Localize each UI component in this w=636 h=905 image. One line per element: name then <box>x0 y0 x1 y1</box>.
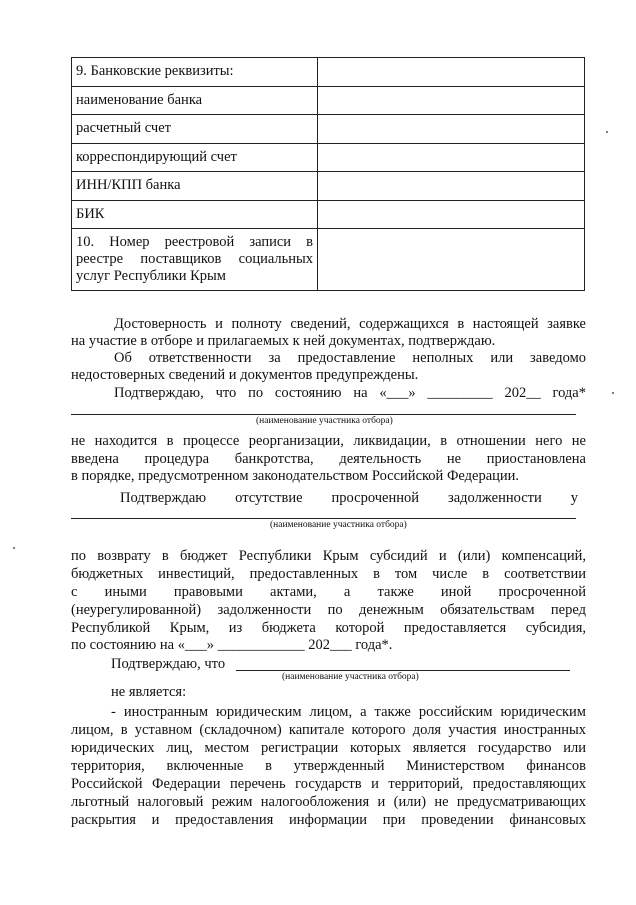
paragraph-line: не находится в процессе реорганизации, ликвидации, в отношении него не <box>71 433 586 449</box>
row-value <box>318 115 585 144</box>
paragraph-line: территория, включенные в утвержденный Министерством финансов <box>71 758 586 774</box>
table-row <box>72 172 585 201</box>
row-value <box>318 172 585 201</box>
paragraph-line: Российской Федерации перечень государств и территорий, предоставляющих <box>71 776 586 792</box>
field-caption: (наименование участника отбора) <box>270 520 407 530</box>
registry-record-label <box>72 229 318 291</box>
underline <box>71 414 576 415</box>
row-label: ИНН/КПП банка <box>72 172 318 201</box>
table-row <box>72 229 585 291</box>
paragraph-line: введена процедура банкротства, деятельность не приостановлена <box>71 451 586 467</box>
paragraph-line: льготный налоговый режим налогообложения и (или) не предусматривающих <box>71 794 586 810</box>
paragraph-line: бюджетных инвестиций, предоставленных в том числе в соответствии <box>71 566 586 582</box>
confirm-lead-line: Подтверждаю отсутствие просроченной задолженности у <box>120 490 578 506</box>
registry-label-line: услуг Республики Крым <box>76 268 226 284</box>
row-value <box>318 58 585 87</box>
table-row <box>72 58 585 87</box>
confirm-lead-line: Подтверждаю, что <box>111 656 226 672</box>
row-label: расчетный счет <box>72 115 318 144</box>
paragraph-line: в порядке, предусмотренном законодательством Российской Федерации. <box>71 468 520 484</box>
underline <box>236 670 570 671</box>
underline <box>71 518 576 519</box>
row-value <box>318 143 585 172</box>
scan-speck <box>13 547 15 549</box>
paragraph-line: Республикой Крым, из бюджета которой предоставляется субсидия, <box>71 620 586 636</box>
paragraph-line: не является: <box>111 684 187 700</box>
paragraph-line: (неурегулированной) задолженности по денежным обязательствам перед <box>71 602 586 618</box>
registry-label-line: 10. Номер реестровой записи в <box>76 234 313 250</box>
paragraph-line: раскрытия и предоставления информации при проведении финансовых <box>71 812 586 828</box>
paragraph-line: Об ответственности за предоставление неполных или заведомо <box>114 350 586 366</box>
paragraph-line: юридических лиц, местом регистрации которых является государство или <box>71 740 586 756</box>
field-caption: (наименование участника отбора) <box>256 416 393 426</box>
row-label: корреспондирующий счет <box>72 143 318 172</box>
row-label: БИК <box>72 200 318 229</box>
paragraph-line: на участие в отборе и прилагаемых к ней документах, подтверждаю. <box>71 333 496 349</box>
paragraph-line: по возврату в бюджет Республики Крым субсидий и (или) компенсаций, <box>71 548 586 564</box>
bank-details-table <box>71 57 585 291</box>
paragraph-line: с иными правовыми актами, а также иной просроченной <box>71 584 586 600</box>
table-row <box>72 200 585 229</box>
table-row <box>72 115 585 144</box>
scan-speck <box>612 392 614 394</box>
scan-speck <box>606 131 608 133</box>
paragraph-line: лицом, в уставном (складочном) капитале которого доля участия иностранных <box>71 722 586 738</box>
paragraph-line: - иностранным юридическим лицом, а также российским юридическим <box>111 704 586 720</box>
row-value <box>318 229 585 291</box>
registry-label-line: реестре поставщиков социальных <box>76 251 313 267</box>
row-label: наименование банка <box>72 86 318 115</box>
paragraph-line: недостоверных сведений и документов предупреждены. <box>71 367 419 383</box>
table-row <box>72 143 585 172</box>
confirm-lead-line: Подтверждаю, что по состоянию на «___» _________ 202__ года* <box>114 385 586 401</box>
table-row <box>72 86 585 115</box>
paragraph-line: по состоянию на «___» ____________ 202___ года*. <box>71 637 393 653</box>
paragraph-line: Достоверность и полноту сведений, содержащихся в настоящей заявке <box>114 316 586 332</box>
row-label: 9. Банковские реквизиты: <box>72 58 318 87</box>
row-value <box>318 86 585 115</box>
field-caption: (наименование участника отбора) <box>282 672 419 682</box>
row-value <box>318 200 585 229</box>
